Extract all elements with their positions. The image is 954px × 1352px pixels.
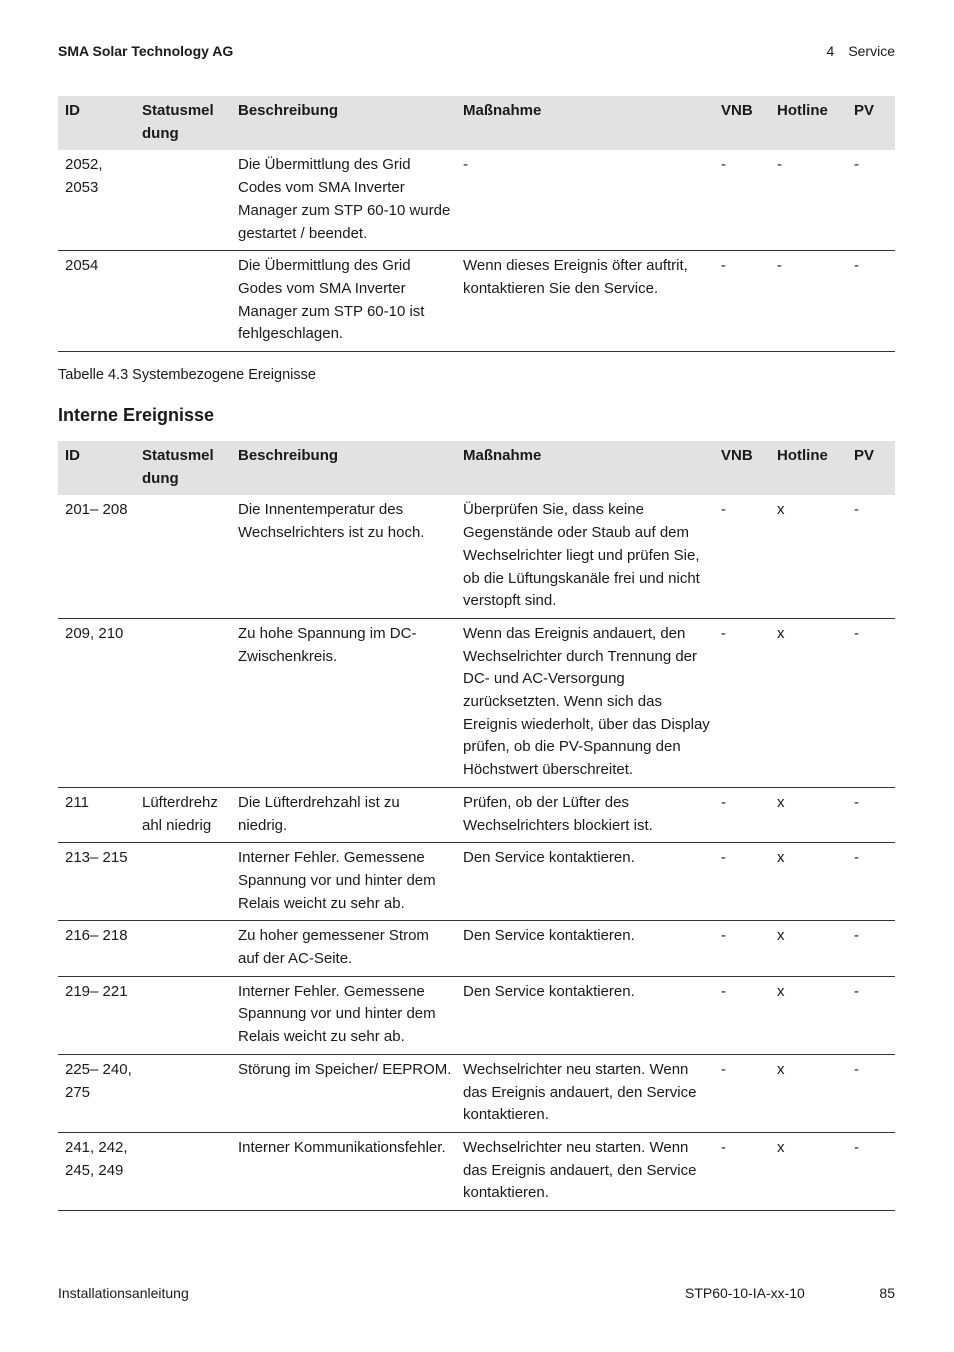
cell-beschreibung: Interner Kommunikationsfehler.	[231, 1132, 456, 1210]
column-header-massnahme: Maßnahme	[456, 441, 714, 495]
table-row	[58, 618, 895, 787]
cell-beschreibung: Die Innentemperatur des Wechselrichters ist zu hoch.	[231, 495, 456, 618]
cell-pv: -	[847, 843, 895, 921]
column-header-massnahme: Maßnahme	[456, 96, 714, 150]
cell-vnb: -	[714, 843, 770, 921]
column-header-hotline: Hotline	[770, 441, 847, 495]
cell-hotline: x	[770, 1054, 847, 1132]
cell-id: 2054	[58, 251, 135, 352]
cell-statusmeldung	[135, 495, 231, 618]
cell-beschreibung: Interner Fehler. Gemessene Spannung vor und hinter dem Relais weicht zu sehr ab.	[231, 843, 456, 921]
cell-beschreibung: Die Übermittlung des Grid Godes vom SMA Inverter Manager zum STP 60-10 ist fehlgeschlagen.	[231, 251, 456, 352]
cell-massnahme: Den Service kontaktieren.	[456, 843, 714, 921]
cell-pv: -	[847, 921, 895, 976]
cell-vnb: -	[714, 251, 770, 352]
cell-vnb: -	[714, 1054, 770, 1132]
table-row	[58, 921, 895, 976]
cell-beschreibung: Zu hoher gemessener Strom auf der AC-Seite.	[231, 921, 456, 976]
cell-beschreibung: Die Lüfterdrehzahl ist zu niedrig.	[231, 787, 456, 842]
column-header-statusmeldung: Statusmel dung	[135, 441, 231, 495]
table-row	[58, 251, 895, 352]
cell-statusmeldung: Lüfterdrehz ahl niedrig	[135, 787, 231, 842]
table-row	[58, 843, 895, 921]
footer-document-type: Installationsanleitung	[58, 1285, 189, 1301]
footer-document-code: STP60-10-IA-xx-10	[685, 1285, 805, 1301]
cell-hotline: x	[770, 495, 847, 618]
cell-pv: -	[847, 251, 895, 352]
cell-statusmeldung	[135, 921, 231, 976]
column-header-vnb: VNB	[714, 96, 770, 150]
cell-massnahme: Wechselrichter neu starten. Wenn das Ereignis andauert, den Service kontaktieren.	[456, 1054, 714, 1132]
internal-events-table	[58, 441, 895, 1211]
system-events-table	[58, 96, 895, 352]
cell-pv: -	[847, 1132, 895, 1210]
cell-hotline: x	[770, 787, 847, 842]
cell-id: 225– 240, 275	[58, 1054, 135, 1132]
cell-beschreibung: Interner Fehler. Gemessene Spannung vor und hinter dem Relais weicht zu sehr ab.	[231, 976, 456, 1054]
cell-id: 241, 242, 245, 249	[58, 1132, 135, 1210]
footer-page-number: 85	[879, 1285, 895, 1301]
cell-vnb: -	[714, 618, 770, 787]
cell-statusmeldung	[135, 1054, 231, 1132]
cell-vnb: -	[714, 921, 770, 976]
cell-id: 201– 208	[58, 495, 135, 618]
cell-pv: -	[847, 1054, 895, 1132]
cell-pv: -	[847, 618, 895, 787]
cell-pv: -	[847, 495, 895, 618]
cell-hotline: x	[770, 843, 847, 921]
cell-statusmeldung	[135, 976, 231, 1054]
column-header-id: ID	[58, 96, 135, 150]
cell-statusmeldung	[135, 150, 231, 250]
cell-massnahme: Den Service kontaktieren.	[456, 976, 714, 1054]
table-row	[58, 495, 895, 618]
table-row	[58, 150, 895, 250]
column-header-pv: PV	[847, 96, 895, 150]
column-header-pv: PV	[847, 441, 895, 495]
cell-massnahme: Prüfen, ob der Lüfter des Wechselrichters blockiert ist.	[456, 787, 714, 842]
cell-id: 211	[58, 787, 135, 842]
column-header-hotline: Hotline	[770, 96, 847, 150]
table-row	[58, 1054, 895, 1132]
cell-id: 219– 221	[58, 976, 135, 1054]
column-header-id: ID	[58, 441, 135, 495]
table-row	[58, 976, 895, 1054]
cell-statusmeldung	[135, 843, 231, 921]
table-row	[58, 787, 895, 842]
cell-pv: -	[847, 787, 895, 842]
cell-vnb: -	[714, 150, 770, 250]
cell-massnahme: Den Service kontaktieren.	[456, 921, 714, 976]
cell-statusmeldung	[135, 1132, 231, 1210]
cell-beschreibung: Die Übermittlung des Grid Codes vom SMA Inverter Manager zum STP 60-10 wurde gestartet / beendet.	[231, 150, 456, 250]
cell-massnahme: Überprüfen Sie, dass keine Gegenstände oder Staub auf dem Wechselrichter liegt und prüfen Sie, ob die Lüftungskanäle frei und nicht verstopft sind.	[456, 495, 714, 618]
cell-hotline: x	[770, 976, 847, 1054]
column-header-statusmeldung: Statusmel dung	[135, 96, 231, 150]
cell-vnb: -	[714, 787, 770, 842]
cell-vnb: -	[714, 1132, 770, 1210]
cell-id: 216– 218	[58, 921, 135, 976]
cell-massnahme: -	[456, 150, 714, 250]
cell-vnb: -	[714, 495, 770, 618]
table-row	[58, 1132, 895, 1210]
cell-massnahme: Wenn das Ereignis andauert, den Wechselrichter durch Trennung der DC- und AC-Versorgung zurücksetzten. Wenn sich das Ereignis wiederholt, über das Display prüfen, ob die PV-Spannung den Höchstwert überschreitet.	[456, 618, 714, 787]
cell-statusmeldung	[135, 618, 231, 787]
chapter-number: 4	[826, 43, 835, 59]
section-title: Interne Ereignisse	[58, 405, 215, 425]
chapter-title: Service	[848, 43, 895, 59]
cell-hotline: -	[770, 251, 847, 352]
cell-hotline: x	[770, 921, 847, 976]
column-header-beschreibung: Beschreibung	[231, 96, 456, 150]
cell-vnb: -	[714, 976, 770, 1054]
header-chapter	[827, 43, 895, 59]
cell-statusmeldung	[135, 251, 231, 352]
cell-massnahme: Wechselrichter neu starten. Wenn das Ereignis andauert, den Service kontaktieren.	[456, 1132, 714, 1210]
cell-pv: -	[847, 976, 895, 1054]
cell-id: 2052, 2053	[58, 150, 135, 250]
cell-pv: -	[847, 150, 895, 250]
table-header-row	[58, 441, 895, 495]
column-header-beschreibung: Beschreibung	[231, 441, 456, 495]
cell-hotline: -	[770, 150, 847, 250]
cell-beschreibung: Zu hohe Spannung im DC-Zwischenkreis.	[231, 618, 456, 787]
cell-id: 209, 210	[58, 618, 135, 787]
table-header-row	[58, 96, 895, 150]
cell-hotline: x	[770, 1132, 847, 1210]
column-header-vnb: VNB	[714, 441, 770, 495]
cell-massnahme: Wenn dieses Ereignis öfter auftrit, kontaktieren Sie den Service.	[456, 251, 714, 352]
cell-id: 213– 215	[58, 843, 135, 921]
header-company: SMA Solar Technology AG	[58, 43, 234, 59]
cell-beschreibung: Störung im Speicher/ EEPROM.	[231, 1054, 456, 1132]
table-caption: Tabelle 4.3 Systembezogene Ereignisse	[58, 367, 316, 383]
cell-hotline: x	[770, 618, 847, 787]
